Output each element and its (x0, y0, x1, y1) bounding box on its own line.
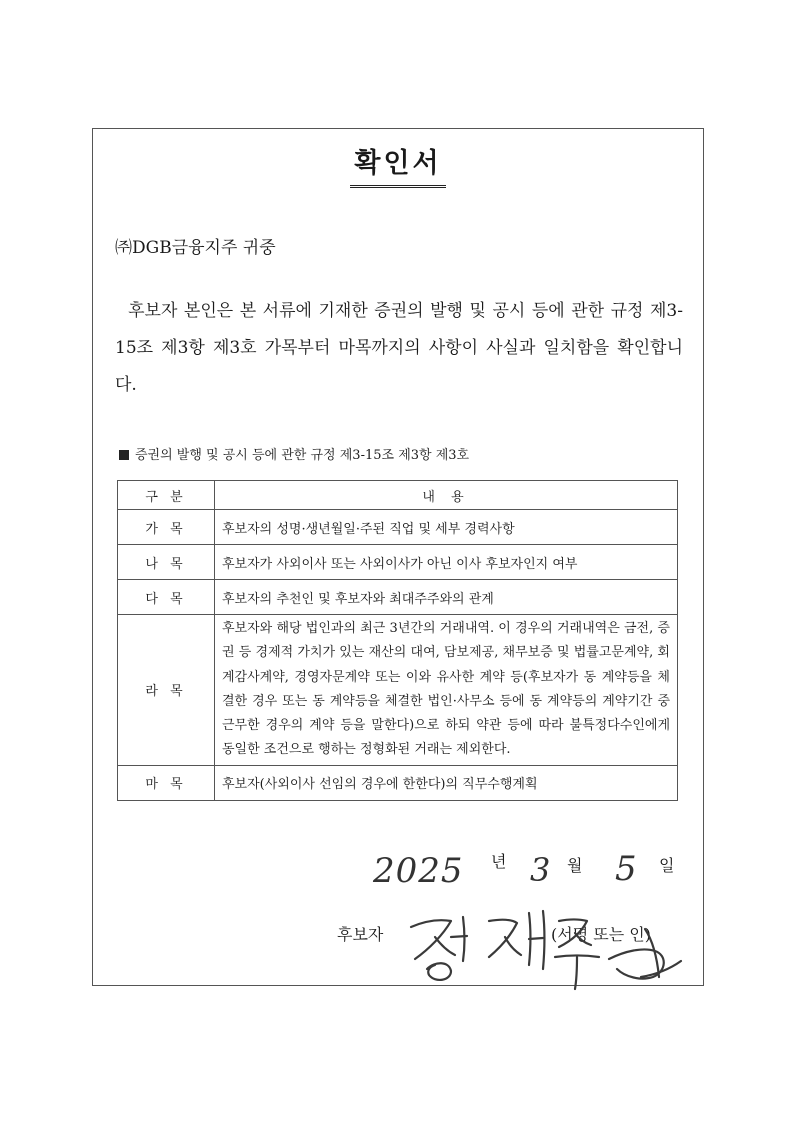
row-label: 라 목 (118, 615, 215, 766)
row-label: 가 목 (118, 510, 215, 545)
handwritten-signature (405, 899, 695, 994)
table-row (118, 615, 678, 766)
row-content: 후보자와 해당 법인과의 최근 3년간의 거래내역. 이 경우의 거래내역은 금전, 증권 등 경제적 가치가 있는 재산의 대여, 담보제공, 채무보증 및 법률고문계약, 회계감사계약, 경영자문계약 또는 이와 유사한 계약 등(후보자가 동 계약등을 체결한 경우 또는 동 계약등을 체결한 법인·사무소 등에 동 계약등의 계약기간 중 근무한 경우의 계약 등을 말한다)으로 하되 약관 등에 따라 불특정다수인에게 동일한 조건으로 행하는 정형화된 거래는 제외한다. (215, 615, 678, 766)
candidate-label: 후보자 (337, 925, 384, 944)
handwritten-day: 5 (615, 849, 637, 889)
section-heading: 증권의 발행 및 공시 등에 관한 규정 제3-15조 제3항 제3호 (119, 444, 469, 463)
day-unit: 일 (659, 856, 675, 875)
row-content: 후보자의 추천인 및 후보자와 최대주주와의 관계 (215, 580, 678, 615)
year-unit: 년 (491, 852, 507, 871)
header-category: 구 분 (118, 481, 215, 510)
table-row (118, 510, 678, 545)
handwritten-year: 2025 (373, 851, 464, 891)
regulation-items-table (117, 480, 678, 801)
handwritten-month: 3 (530, 851, 551, 889)
row-label: 다 목 (118, 580, 215, 615)
signature-note: (서명 또는 인) (551, 925, 651, 944)
month-unit: 월 (567, 856, 583, 875)
row-label: 나 목 (118, 545, 215, 580)
table-header-row (118, 481, 678, 510)
confirmation-document (92, 128, 704, 986)
date-line (93, 847, 705, 897)
table-row (118, 765, 678, 800)
header-content: 내 용 (215, 481, 678, 510)
square-bullet-icon (119, 450, 129, 460)
document-title: 확인서 (93, 141, 703, 188)
row-label: 마 목 (118, 765, 215, 800)
row-content: 후보자의 성명·생년월일·주된 직업 및 세부 경력사항 (215, 510, 678, 545)
confirmation-statement: 후보자 본인은 본 서류에 기재한 증권의 발행 및 공시 등에 관한 규정 제3-15조 제3항 제3호 가목부터 마목까지의 사항이 사실과 일치함을 확인합니다. (115, 301, 683, 395)
row-content: 후보자(사외이사 선임의 경우에 한한다)의 직무수행계획 (215, 765, 678, 800)
table-row (118, 580, 678, 615)
row-content: 후보자가 사외이사 또는 사외이사가 아닌 이사 후보자인지 여부 (215, 545, 678, 580)
addressee: ㈜DGB금융지주 귀중 (115, 238, 276, 258)
table-row (118, 545, 678, 580)
